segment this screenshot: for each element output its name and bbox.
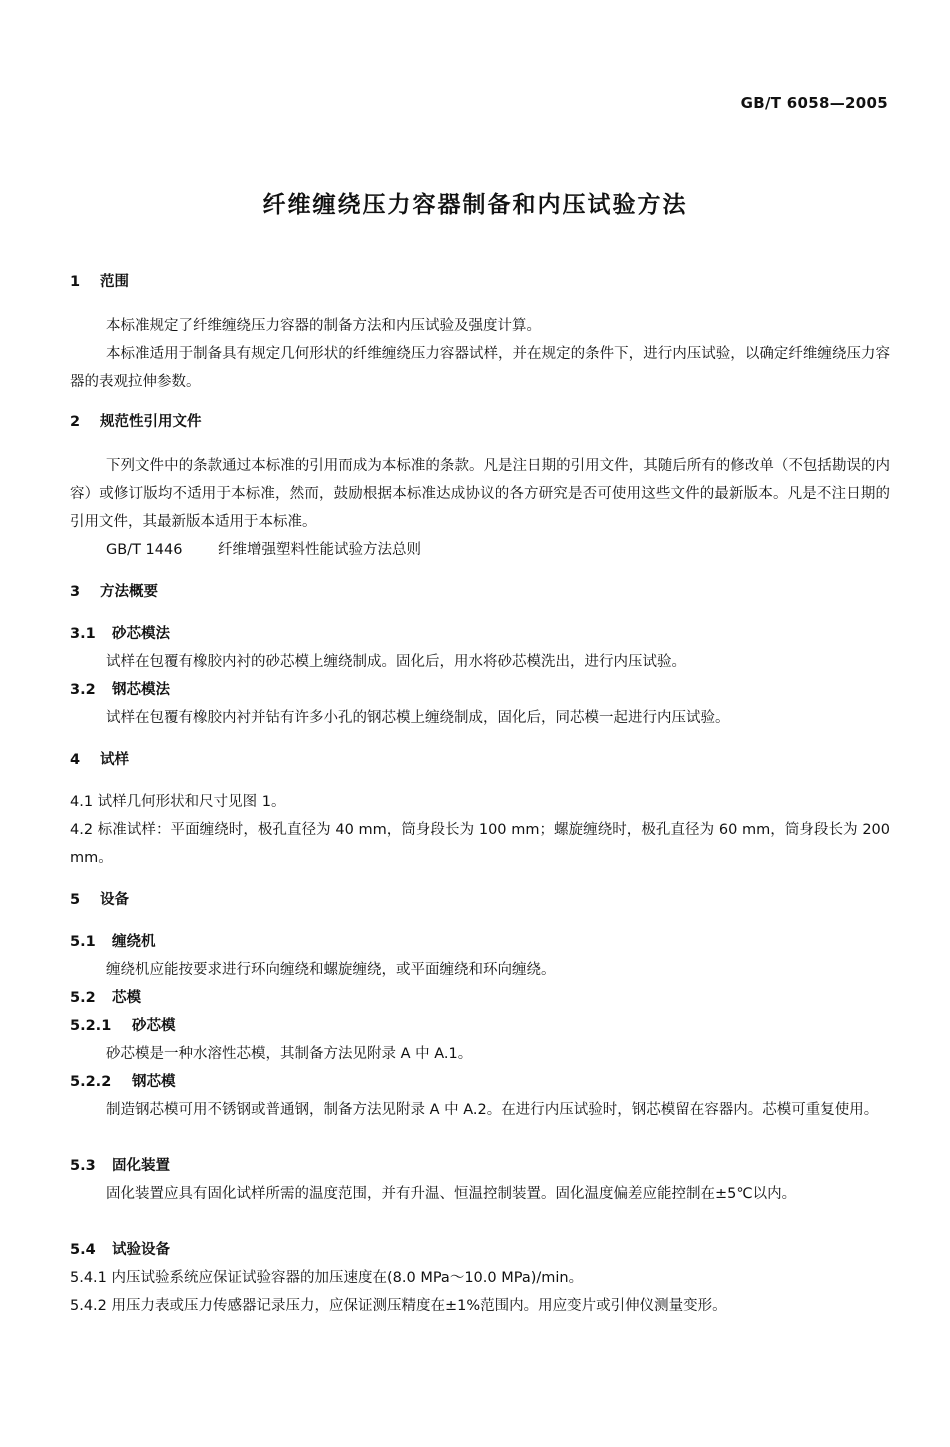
- subsection-number: 5.2.2: [70, 1074, 112, 1090]
- clause-5-4-1: 5.4.1 内压试验系统应保证试验容器的加压速度在(8.0 MPa～10.0 MPa)/min。: [70, 1270, 584, 1286]
- section-1-paragraph-2: 本标准适用于制备具有规定几何形状的纤维缠绕压力容器试样，并在规定的条件下，进行内压试验，以确定纤维缠绕压力容器的表观拉伸参数。: [70, 346, 890, 390]
- subsection-5-2-1-heading: [70, 1012, 890, 1040]
- subsection-5-3-text: 固化装置应具有固化试样所需的温度范围，并有升温、恒温控制装置。固化温度偏差应能控制在±5℃以内。: [106, 1186, 797, 1202]
- subsection-number: 5.2.1: [70, 1018, 112, 1034]
- section-2-paragraph-1: 下列文件中的条款通过本标准的引用而成为本标准的条款。凡是注日期的引用文件，其随后所有的修改单（不包括勘误的内容）或修订版均不适用于本标准，然而，鼓励根据本标准达成协议的各方研究是否可使用这些文件的最新版本。凡是不注日期的引用文件，其最新版本适用于本标准。: [70, 458, 890, 530]
- subsection-5-1-text: 缠绕机应能按要求进行环向缠绕和螺旋缠绕，或平面缠绕和环向缠绕。: [106, 962, 556, 978]
- standard-code: GB/T 6058—2005: [740, 94, 888, 112]
- section-number: 4: [70, 752, 81, 768]
- section-title: 规范性引用文件: [100, 414, 202, 430]
- subsection-3-1-heading: [70, 620, 890, 648]
- document-title: 纤维缠绕压力容器制备和内压试验方法: [262, 192, 688, 218]
- subsection-5-3-heading: [70, 1152, 890, 1180]
- subsection-title: 固化装置: [112, 1158, 170, 1174]
- subsection-number: 5.3: [70, 1158, 96, 1174]
- subsection-5-4-heading: [70, 1236, 890, 1264]
- subsection-number: 3.1: [70, 626, 96, 642]
- subsection-title: 砂芯模: [132, 1018, 176, 1034]
- subsection-3-2-heading: [70, 676, 890, 704]
- clause-4-2: 4.2 标准试样：平面缠绕时，极孔直径为 40 mm，筒身段长为 100 mm；螺旋缠绕时，极孔直径为 60 mm，筒身段长为 200 mm。: [70, 822, 890, 866]
- subsection-number: 5.4: [70, 1242, 96, 1258]
- subsection-5-2-2-text: 制造钢芯模可用不锈钢或普通钢，制备方法见附录 A 中 A.2。在进行内压试验时，钢芯模留在容器内。芯模可重复使用。: [106, 1102, 879, 1118]
- reference-title: 纤维增强塑料性能试验方法总则: [218, 542, 421, 558]
- subsection-number: 3.2: [70, 682, 96, 698]
- section-1-heading: [70, 268, 890, 296]
- normative-reference: [106, 536, 890, 564]
- section-title: 方法概要: [100, 584, 158, 600]
- section-title: 设备: [100, 892, 129, 908]
- section-2-heading: [70, 408, 890, 436]
- reference-code: GB/T 1446: [106, 542, 183, 558]
- clause-5-4-2: 5.4.2 用压力表或压力传感器记录压力，应保证测压精度在±1%范围内。用应变片或引伸仪测量变形。: [70, 1298, 727, 1314]
- subsection-5-1-heading: [70, 928, 890, 956]
- section-5-heading: [70, 886, 890, 914]
- subsection-3-2-text: 试样在包覆有橡胶内衬并钻有许多小孔的钢芯模上缠绕制成，固化后，同芯模一起进行内压试验。: [106, 710, 730, 726]
- subsection-title: 钢芯模: [132, 1074, 176, 1090]
- subsection-title: 芯模: [112, 990, 141, 1006]
- subsection-5-2-heading: [70, 984, 890, 1012]
- clause-4-1: 4.1 试样几何形状和尺寸见图 1。: [70, 794, 286, 810]
- section-1-paragraph-1: 本标准规定了纤维缠绕压力容器的制备方法和内压试验及强度计算。: [106, 318, 541, 334]
- section-title: 试样: [100, 752, 129, 768]
- section-number: 1: [70, 274, 81, 290]
- section-4-heading: [70, 746, 890, 774]
- subsection-5-2-2-heading: [70, 1068, 890, 1096]
- subsection-title: 砂芯模法: [112, 626, 170, 642]
- subsection-title: 缠绕机: [112, 934, 156, 950]
- section-number: 2: [70, 414, 81, 430]
- subsection-3-1-text: 试样在包覆有橡胶内衬的砂芯模上缠绕制成。固化后，用水将砂芯模洗出，进行内压试验。: [106, 654, 686, 670]
- subsection-number: 5.2: [70, 990, 96, 1006]
- subsection-number: 5.1: [70, 934, 96, 950]
- subsection-5-2-1-text: 砂芯模是一种水溶性芯模，其制备方法见附录 A 中 A.1。: [106, 1046, 473, 1062]
- section-title: 范围: [100, 274, 129, 290]
- section-number: 5: [70, 892, 81, 908]
- subsection-title: 试验设备: [112, 1242, 170, 1258]
- section-3-heading: [70, 578, 890, 606]
- subsection-title: 钢芯模法: [112, 682, 170, 698]
- section-number: 3: [70, 584, 81, 600]
